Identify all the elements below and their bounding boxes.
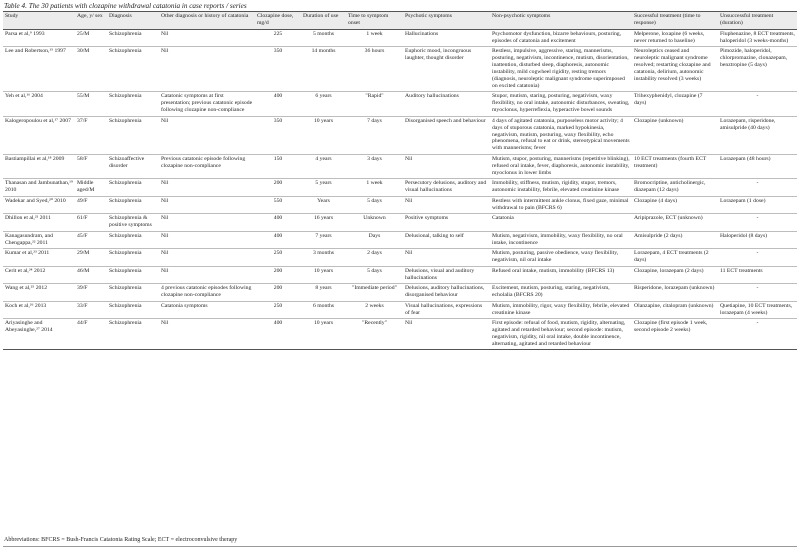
table-cell: Nil [159, 214, 255, 232]
table-cell: Stupor, mutism, staring, posturing, negativism, waxy flexibility, no oral intake, autonomic disturbances, sweating, myoclonus, hyperreflexia, hyperactive bowel sounds [490, 92, 632, 116]
column-header: Age, y/ sex [75, 12, 107, 30]
table-cell: 37/F [75, 116, 107, 154]
table-cell: Clozapine, lorazepam (2 days) [632, 266, 718, 284]
table-cell: Thanasan and Jambunathan,¹⁹ 2010 [3, 179, 75, 197]
table-cell: Disorganised speech and behaviour [403, 116, 490, 154]
table-cell: 44/F [75, 319, 107, 350]
table-cell: 200 [255, 179, 301, 197]
header-row [3, 12, 797, 30]
table-cell: 3 months [301, 249, 346, 267]
table-cell: Parsa et al,⁹ 1993 [3, 29, 75, 47]
table-cell: Schizophrenia [107, 179, 159, 197]
abbreviations-note: Abbreviations: BFCRS = Bush-Francis Catatonia Rating Scale; ECT = electroconvulsive therapy [4, 537, 238, 543]
table-cell: Catatonia [490, 214, 632, 232]
table-cell: Refused oral intake, mutism, immobility (BFCRS 13) [490, 266, 632, 284]
table-cell: Delusions, visual and auditory hallucinations [403, 266, 490, 284]
table-cell: Trihexyphenidyl, clozapine (7 days) [632, 92, 718, 116]
table-cell: Nil [403, 319, 490, 350]
table-cell: Unknown [346, 214, 403, 232]
table-cell: Nil [403, 196, 490, 214]
table-cell: Schizophrenia [107, 29, 159, 47]
table-cell: 58/F [75, 154, 107, 178]
table-cell: Schizophrenia [107, 196, 159, 214]
table-cell: 4 years [301, 154, 346, 178]
table-cell: 6 months [301, 301, 346, 319]
table-cell: 2 days [346, 249, 403, 267]
table-cell: 10 years [301, 319, 346, 350]
table-caption: Table 4. The 30 patients with clozapine withdrawal catatonia in case reports / series [4, 2, 247, 10]
table-cell: Kumar et al,²³ 2011 [3, 249, 75, 267]
table-cell: Lorazepam (48 hours) [718, 154, 797, 178]
table-cell: Hallucinations [403, 29, 490, 47]
table-cell: 5 days [346, 266, 403, 284]
table-cell: Neuroleptics ceased and neuroleptic malignant syndrome resolved; restarting clozapine and catatonia, delirium, autonomic instability resolved (3 weeks) [632, 47, 718, 92]
table-cell: Days [346, 231, 403, 249]
table-row [3, 154, 797, 178]
table-cell: Visual hallucinations, expressions of fear [403, 301, 490, 319]
table-cell: Clozapine (4 days) [632, 196, 718, 214]
table-cell: First episode: refusal of food, mutism, rigidity, alternating, agitated and retarded behaviour; second episode: mutism, negativism, rigidity, nil oral intake, double incontinence, alternating, agitated and retarded behaviour [490, 319, 632, 350]
table-cell: Delusions, auditory hallucinations, disorganised behaviour [403, 284, 490, 302]
table-cell: 400 [255, 214, 301, 232]
table-cell: - [718, 92, 797, 116]
table-cell: 2 weeks [346, 301, 403, 319]
table-cell: Fluphenazine, 8 ECT treatments, haloperidol (3 weeks-months) [718, 29, 797, 47]
table-cell: Kanagasundram, and Chengappa,²² 2011 [3, 231, 75, 249]
table-cell: Previous catatonic episode following clozapine non-compliance [159, 154, 255, 178]
table-cell: 25/M [75, 29, 107, 47]
table-cell: Schizophrenia [107, 266, 159, 284]
table-row [3, 249, 797, 267]
table-cell: Nil [159, 196, 255, 214]
table-cell: Restless with intermittent ankle clonus, fixed gaze, minimal withdrawal to pain (BFCRS 6) [490, 196, 632, 214]
table-cell: Wadekar and Syed,²⁰ 2010 [3, 196, 75, 214]
table-cell: Schizophrenia [107, 231, 159, 249]
table-cell: - [718, 319, 797, 350]
table-cell: 33/F [75, 301, 107, 319]
table-row [3, 301, 797, 319]
column-header: Unsuccessful treatment (duration) [718, 12, 797, 30]
table-cell: Middle aged/M [75, 179, 107, 197]
table-cell: 550 [255, 196, 301, 214]
table-cell: 400 [255, 319, 301, 350]
table-cell: 36 hours [346, 47, 403, 92]
table-cell: 45/F [75, 231, 107, 249]
table-cell: "Rapid" [346, 92, 403, 116]
table-cell: Years [301, 196, 346, 214]
table-cell: Mutism, immobility, rigor, waxy flexibility, febrile, elevated creatinine kinase [490, 301, 632, 319]
table-cell: Nil [159, 29, 255, 47]
table-cell: Bastiampillai et al,¹⁸ 2009 [3, 154, 75, 178]
table-cell: Kalogeropoulou et al,¹⁷ 2007 [3, 116, 75, 154]
table-cell: 350 [255, 47, 301, 92]
table-cell: Haloperidol (8 days) [718, 231, 797, 249]
table-cell: 55/M [75, 92, 107, 116]
table-cell: Nil [403, 154, 490, 178]
table-cell: 4 days of agitated catatonia, purposeless motor activity; 4 days of stuporous catatonia, marked hypokinesia, negativism, mutism, posturing, waxy flexibility, echo phenomena, refusal to eat or drink, stereotypical movements with mannerisms; fever [490, 116, 632, 154]
column-header: Successful treatment (time to response) [632, 12, 718, 30]
table-cell: 49/F [75, 196, 107, 214]
table-row [3, 266, 797, 284]
table-cell: Mutism, negativism, immobility, waxy flexibility, no oral intake, incontinence [490, 231, 632, 249]
table-cell: Nil [159, 231, 255, 249]
table-cell: Pimozide, haloperidol, chlorpromazine, clonazepam, benztropine (5 days) [718, 47, 797, 92]
table-cell: 16 years [301, 214, 346, 232]
column-header: Psychotic symptoms [403, 12, 490, 30]
table-cell: Clozapine (unknown) [632, 116, 718, 154]
table-cell: 14 months [301, 47, 346, 92]
table-cell: "Recently" [346, 319, 403, 350]
table-cell: Psychomotor dysfunction, bizarre behaviours, posturing, episodes of catatonia and excitement [490, 29, 632, 47]
table-cell: 5 days [346, 196, 403, 214]
table-cell: 7 days [346, 116, 403, 154]
table-cell: Clozapine (first episode 1 week, second episode 2 weeks) [632, 319, 718, 350]
column-header: Duration of use [301, 12, 346, 30]
table-cell: Ariyasinghe and Abeyasinghe,²⁷ 2014 [3, 319, 75, 350]
table-cell: Lorazepam (1 dose) [718, 196, 797, 214]
table-cell: Yeh et al,¹⁶ 2004 [3, 92, 75, 116]
table-cell: Cerit et al,²⁴ 2012 [3, 266, 75, 284]
table-cell: Nil [159, 266, 255, 284]
table-cell: 7 years [301, 231, 346, 249]
table-cell: 350 [255, 116, 301, 154]
table-cell: Schizophrenia [107, 47, 159, 92]
table-cell: 10 ECT treatments (fourth ECT treatment) [632, 154, 718, 178]
table-cell: 10 years [301, 266, 346, 284]
table-cell: 4 previous catatonic episodes following clozapine non-compliance [159, 284, 255, 302]
table-cell: Persecutory delusions, auditory and visual hallucinations [403, 179, 490, 197]
table-cell: 6 years [301, 92, 346, 116]
table-cell: - [718, 214, 797, 232]
table-row [3, 231, 797, 249]
table-cell: 1 week [346, 179, 403, 197]
table-cell: Lorazepam, risperidone, amisulpride (40 days) [718, 116, 797, 154]
column-header: Diagnosis [107, 12, 159, 30]
table-cell: 46/M [75, 266, 107, 284]
table-cell: 29/M [75, 249, 107, 267]
table-cell: 5 years [301, 179, 346, 197]
table-cell: 400 [255, 231, 301, 249]
table-cell: Bromocriptine, anticholinergic, diazepam (12 days) [632, 179, 718, 197]
table-cell: 250 [255, 301, 301, 319]
table-cell: Nil [159, 319, 255, 350]
table-cell: 400 [255, 92, 301, 116]
table-cell: Nil [403, 249, 490, 267]
table-cell: Lorazepam, 4 ECT treatments (2 days) [632, 249, 718, 267]
table-cell: Schizoaffective disorder [107, 154, 159, 178]
table-cell: Aripiprazole, ECT (unknown) [632, 214, 718, 232]
table-cell: 1 week [346, 29, 403, 47]
table-cell: Catatonic symptoms at first presentation; previous catatonic episode following clozapine non-compliance [159, 92, 255, 116]
table-cell: Wang et al,²⁵ 2012 [3, 284, 75, 302]
table-cell: Dhillon et al,²¹ 2011 [3, 214, 75, 232]
table-cell: Schizophrenia [107, 249, 159, 267]
table-cell: 39/F [75, 284, 107, 302]
table-cell: Lee and Robertson,¹⁵ 1997 [3, 47, 75, 92]
table-cell: Schizophrenia [107, 319, 159, 350]
table-cell: 3 days [346, 154, 403, 178]
table-cell: Excitement, mutism, posturing, staring, negativism, echolalia (BFCRS 20) [490, 284, 632, 302]
table-cell: 11 ECT treatments [718, 266, 797, 284]
column-header: Clozapine dose, mg/d [255, 12, 301, 30]
column-header: Time to symptom onset [346, 12, 403, 30]
table-cell: Schizophrenia [107, 301, 159, 319]
table-cell: 225 [255, 29, 301, 47]
table-cell: Catatonia symptoms [159, 301, 255, 319]
case-reports-table [3, 11, 797, 350]
table-body [3, 29, 797, 350]
table-cell: Schizophrenia & positive symptoms [107, 214, 159, 232]
table-cell: Mutism, posturing, passive obedience, waxy flexibility, negativism, nil oral intake [490, 249, 632, 267]
table-cell: Mutism, stupor, posturing, mannerisms (repetitive blinking), refused oral intake, fever, diaphoresis, autonomic instability, myoclonus in lower limbs [490, 154, 632, 178]
table-cell: Risperidone, lorazepam (unknown) [632, 284, 718, 302]
table-cell: - [718, 249, 797, 267]
table-cell: 61/F [75, 214, 107, 232]
table-cell: 200 [255, 284, 301, 302]
table-cell: 10 years [301, 116, 346, 154]
table-cell: 5 months [301, 29, 346, 47]
table-cell: Olanzapine, citalopram (unknown) [632, 301, 718, 319]
table-cell: Positive symptoms [403, 214, 490, 232]
table-row [3, 196, 797, 214]
column-header: Other diagnosis or history of catatonia [159, 12, 255, 30]
table-row [3, 214, 797, 232]
table-cell: Quetiapine, 10 ECT treatments, lorazepam (4 weeks) [718, 301, 797, 319]
table-cell: Nil [159, 249, 255, 267]
table-cell: 250 [255, 249, 301, 267]
table-cell: Amisulpride (2 days) [632, 231, 718, 249]
table-cell: Immobility, stiffness, mutism, rigidity, stupor, tremors, autonomic instability, febrile, elevated creatinine kinase [490, 179, 632, 197]
table-cell: Nil [159, 179, 255, 197]
table-cell: 150 [255, 154, 301, 178]
table-cell: Schizophrenia [107, 92, 159, 116]
table-cell: Auditory hallucinations [403, 92, 490, 116]
table-row [3, 47, 797, 92]
table-cell: 200 [255, 266, 301, 284]
table-cell: 30/M [75, 47, 107, 92]
table-cell: Nil [159, 116, 255, 154]
table-row [3, 319, 797, 350]
footer-rule [3, 546, 797, 547]
table-row [3, 284, 797, 302]
table-row [3, 92, 797, 116]
table-cell: Koch et al,²⁶ 2013 [3, 301, 75, 319]
table-cell: Euphoric mood, incongruous laughter, thought disorder [403, 47, 490, 92]
table-cell: Schizophrenia [107, 116, 159, 154]
table-row [3, 116, 797, 154]
table-cell: - [718, 284, 797, 302]
table-cell: "Immediate period" [346, 284, 403, 302]
table-cell: Delusional, talking to self [403, 231, 490, 249]
table-row [3, 179, 797, 197]
table-cell: Restless, impulsive, aggressive, staring, mannerisms, posturing, negativism, incontinence, mutism, disorientation, inattention, disturbed sleep, diaphoresis, autonomic instability, mild cogwheel rigidity, resting tremors (diagnosis, neuroleptic malignant syndrome superimposed on excited catatonia) [490, 47, 632, 92]
table-row [3, 29, 797, 47]
table-cell: Nil [159, 47, 255, 92]
column-header: Non-psychotic symptoms [490, 12, 632, 30]
table-cell: Schizophrenia [107, 284, 159, 302]
table-cell: - [718, 179, 797, 197]
column-header: Study [3, 12, 75, 30]
table-cell: Melperone, loxapine (6 weeks, never returned to baseline) [632, 29, 718, 47]
table-cell: 8 years [301, 284, 346, 302]
